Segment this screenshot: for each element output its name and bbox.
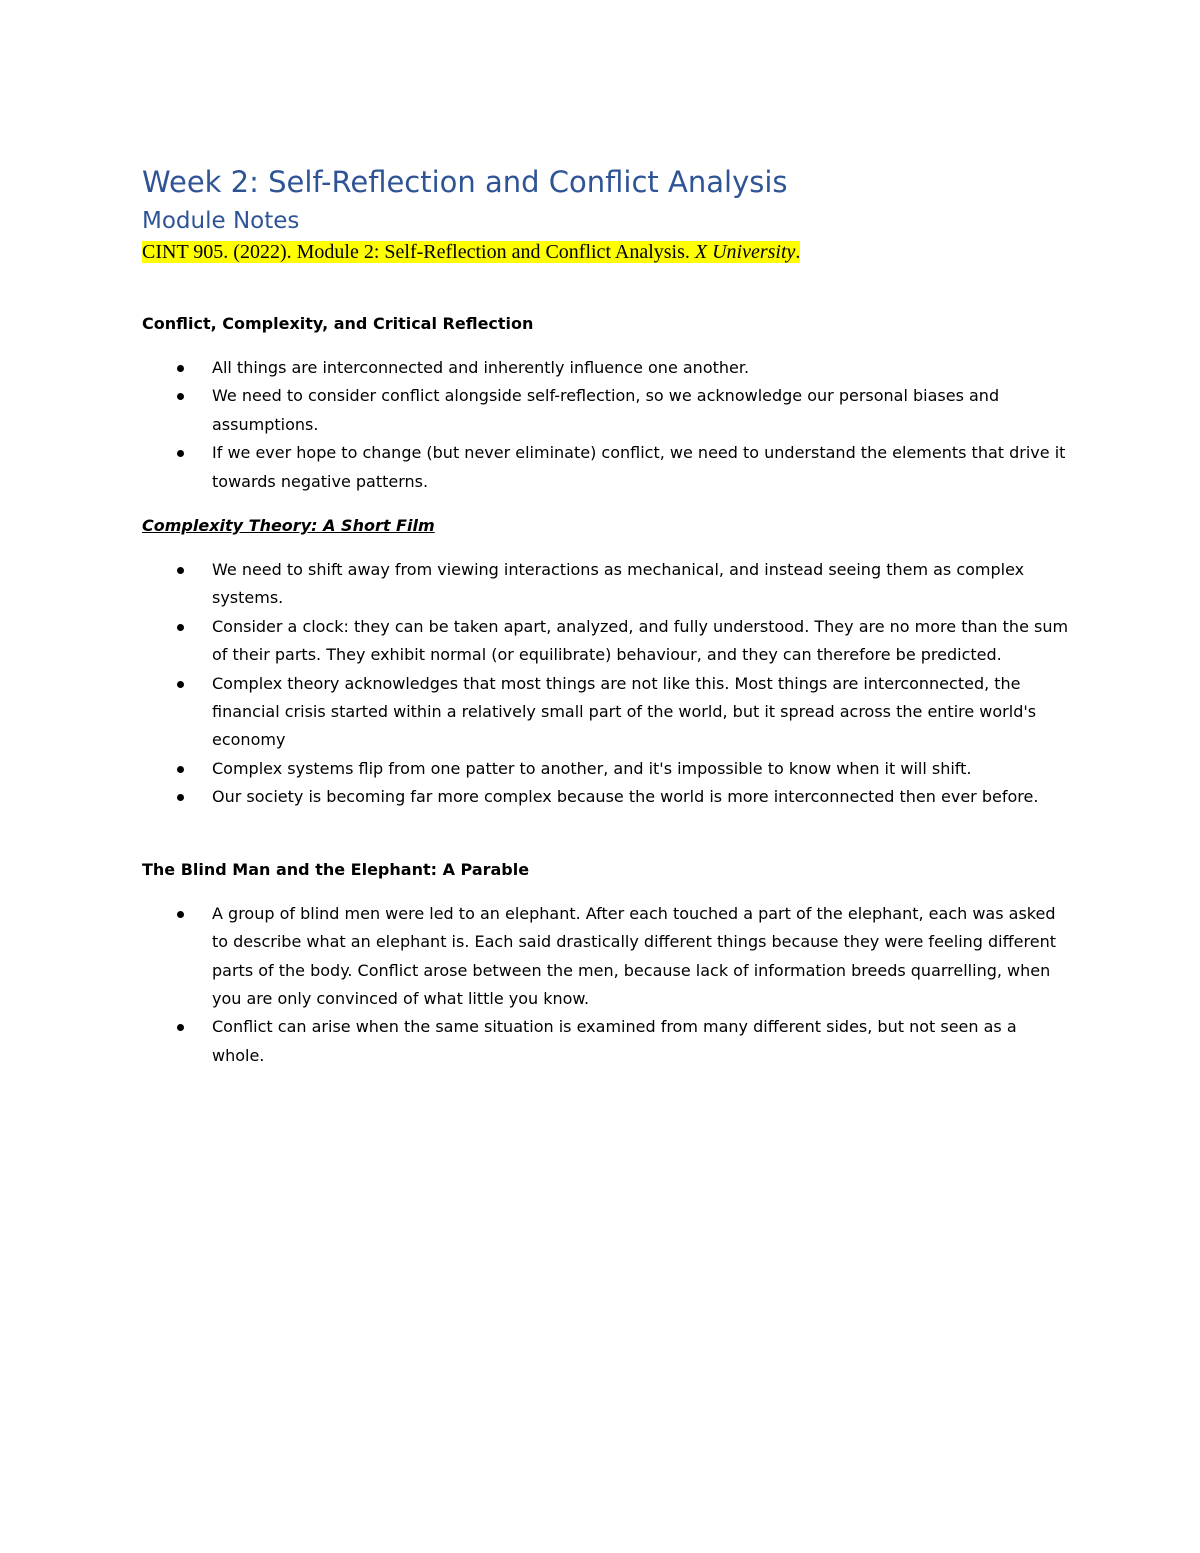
bullet-icon	[177, 1024, 184, 1031]
document-subtitle: Module Notes	[142, 208, 300, 234]
list-item-text: If we ever hope to change (but never eliminate) conflict, we need to understand the elements that drive it towards negative patterns.	[212, 443, 1066, 491]
bullet-icon	[177, 567, 184, 574]
list-item	[142, 613, 1072, 670]
section-heading-blind-man-elephant: The Blind Man and the Elephant: A Parable	[142, 859, 530, 879]
list-item-text: Conflict can arise when the same situation is examined from many different sides, but not seen as a whole.	[212, 1017, 1017, 1065]
bullet-icon	[177, 766, 184, 773]
list-item-text: We need to shift away from viewing interactions as mechanical, and instead seeing them as complex systems.	[212, 560, 1025, 608]
list-item	[142, 354, 1072, 382]
section-heading-conflict-complexity: Conflict, Complexity, and Critical Reflection	[142, 314, 534, 333]
list-item	[142, 670, 1072, 755]
list-item	[142, 439, 1072, 496]
bullet-icon	[177, 624, 184, 631]
list-item-text: We need to consider conflict alongside self-reflection, so we acknowledge our personal biases and assumptions.	[212, 386, 1000, 434]
document-page	[142, 160, 1072, 1070]
bullet-list-blind-man-elephant	[142, 900, 1072, 1070]
list-item-text: All things are interconnected and inherently influence one another.	[212, 358, 750, 377]
list-item-text: Consider a clock: they can be taken apart, analyzed, and fully understood. They are no more than the sum of their parts. They exhibit normal (or equilibrate) behaviour, and they can therefore be predicted.	[212, 616, 1069, 665]
list-item	[142, 382, 1072, 439]
bullet-icon	[177, 794, 184, 801]
bullet-icon	[177, 365, 184, 372]
list-item-text: Complex systems flip from one patter to another, and it's impossible to know when it will shift.	[212, 758, 972, 778]
citation-text: CINT 905. (2022). Module 2: Self-Reflection and Conflict Analysis.	[142, 241, 695, 263]
sub-heading-complexity-theory: Complexity Theory: A Short Film	[142, 516, 435, 536]
bullet-list-conflict-complexity	[142, 354, 1072, 496]
citation-end: .	[795, 241, 801, 263]
citation	[142, 238, 1072, 266]
bullet-icon	[177, 911, 184, 918]
citation-highlight	[142, 241, 800, 263]
list-item	[142, 900, 1072, 1014]
bullet-icon	[177, 393, 184, 400]
list-item	[142, 783, 1072, 811]
bullet-list-complexity-theory	[142, 556, 1072, 812]
list-item	[142, 755, 1072, 783]
list-item-text: Our society is becoming far more complex because the world is more interconnected then ever before.	[212, 787, 1039, 807]
citation-italic: X University	[694, 241, 796, 263]
list-item-text: Complex theory acknowledges that most things are not like this. Most things are interconnected, the financial crisis started within a relatively small part of the world, but it spread across the entire world's economy	[212, 673, 1037, 750]
bullet-icon	[177, 681, 184, 688]
document-title: Week 2: Self-Reflection and Conflict Analysis	[142, 165, 788, 199]
list-item	[142, 556, 1072, 613]
bullet-icon	[177, 450, 184, 457]
list-item	[142, 1013, 1072, 1070]
list-item-text: A group of blind men were led to an elephant. After each touched a part of the elephant, each was asked to describe what an elephant is. Each said drastically different things because they were feeling different parts of the body. Conflict arose between the men, because lack of information breeds quarrelling, when you are only convinced of what little you know.	[212, 903, 1056, 1008]
